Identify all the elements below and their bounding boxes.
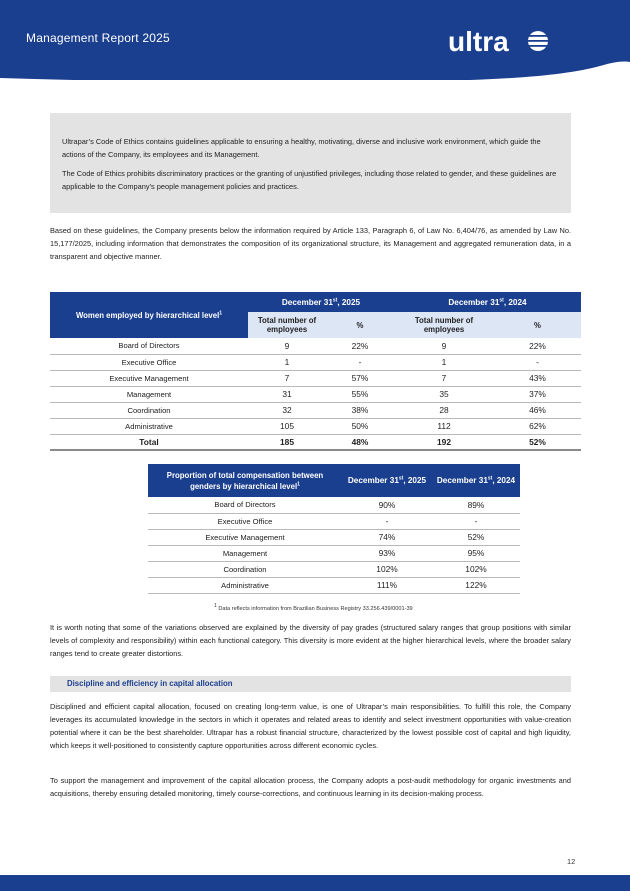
cell: 102% — [432, 561, 520, 577]
post-audit-paragraph: To support the management and improvement of the capital allocation process, the Company adopts a post-audit methodology for organic investments and acquisitions, thereby ensuring detailed monitoring, timely course-corrections, and continuous learning in its decision-making process. — [50, 776, 571, 798]
cell: 52% — [494, 434, 581, 450]
cell: 22% — [326, 338, 394, 354]
row-label: Administrative — [148, 577, 342, 593]
section-heading-bar — [50, 676, 571, 692]
page-header — [0, 0, 630, 80]
row-label: Management — [148, 545, 342, 561]
cell: - — [432, 513, 520, 529]
row-label: Coordination — [50, 402, 248, 418]
table2-date-2025: December 31st, 2025 — [342, 464, 432, 497]
cell: 62% — [494, 418, 581, 434]
table-row — [50, 354, 581, 370]
row-label: Management — [50, 386, 248, 402]
row-label: Executive Management — [148, 529, 342, 545]
table-row — [50, 386, 581, 402]
cell: 48% — [326, 434, 394, 450]
table-row — [148, 513, 520, 529]
ultra-logo — [448, 26, 554, 63]
row-label: Executive Office — [148, 513, 342, 529]
cell: 74% — [342, 529, 432, 545]
cell: 89% — [432, 497, 520, 513]
table1-date-2025: December 31st, 2025 — [248, 292, 394, 312]
row-label: Coordination — [148, 561, 342, 577]
col-percent: % — [326, 312, 394, 338]
page-footer-band — [0, 875, 630, 891]
table1-title: Women employed by hierarchical level$^1$ — [50, 292, 248, 338]
cell: 1 — [394, 354, 494, 370]
cell: - — [342, 513, 432, 529]
cell: 38% — [326, 402, 394, 418]
compensation-proportion-table — [148, 464, 520, 594]
cell: 9 — [394, 338, 494, 354]
table2-date-2024: December 31st, 2024 — [432, 464, 520, 497]
cell: 111% — [342, 577, 432, 593]
report-title: Management Report 2025 — [26, 31, 170, 45]
cell: 93% — [342, 545, 432, 561]
table2-title: Proportion of total compensation between genders by hierarchical level$^1$ — [148, 464, 342, 497]
women-employed-table — [50, 292, 581, 451]
cell: 9 — [248, 338, 326, 354]
table-row — [50, 402, 581, 418]
col-total-employees: Total number of employees — [248, 312, 326, 338]
table-row — [50, 370, 581, 386]
cell: 122% — [432, 577, 520, 593]
table2-body — [148, 497, 520, 593]
table-footnote: $^1$ Data reflects information from Brazilian Business Registry 33.256.439/0001-39 — [214, 603, 413, 612]
cell: 7 — [394, 370, 494, 386]
cell: 7 — [248, 370, 326, 386]
row-label: Executive Office — [50, 354, 248, 370]
table-row — [50, 418, 581, 434]
table-total-row — [50, 434, 581, 450]
cell: 55% — [326, 386, 394, 402]
page-number: 12 — [567, 857, 576, 866]
cell: 46% — [494, 402, 581, 418]
table-row — [148, 545, 520, 561]
table1-date-2024: December 31st, 2024 — [394, 292, 581, 312]
capital-allocation-paragraph: Disciplined and efficient capital allocation, focused on creating long-term value, is one of Ultrapar’s main responsibilities. To fulfill this role, the Company leverages its accumulated knowledge in the sectors in which it operates and related areas to identify and select investment opportunities with value-creation potential where it can be the best shareholder. Ultrapar has a robust financial structure, characterized by the lowest possible cost of capital and high liquidity, which keeps it well-positioned to consistently capture opportunities across different economic cycles. — [50, 702, 571, 750]
table-row — [148, 561, 520, 577]
cell: 105 — [248, 418, 326, 434]
cell: - — [326, 354, 394, 370]
col-total-employees: Total number of employees — [394, 312, 494, 338]
cell: 31 — [248, 386, 326, 402]
cell: 1 — [248, 354, 326, 370]
cell: 22% — [494, 338, 581, 354]
row-label: Executive Management — [50, 370, 248, 386]
cell: 32 — [248, 402, 326, 418]
cell: 37% — [494, 386, 581, 402]
intro-paragraph: Based on these guidelines, the Company presents below the information required by Article 133, Paragraph 6, of Law No. 6,404/76, as amended by Law No. 15,177/2025, including information that demonstrates the composition of its organizational structure, its Management and aggregated remuneration data, in a transparent and objective manner. — [50, 226, 571, 261]
row-label: Total — [50, 434, 248, 450]
cell: 43% — [494, 370, 581, 386]
row-label: Board of Directors — [50, 338, 248, 354]
table-row — [148, 529, 520, 545]
callout-paragraph: Ultrapar’s Code of Ethics contains guidelines applicable to ensuring a healthy, motivating, diverse and inclusive work environment, which guide the actions of the Company, its employees and its Management. — [62, 137, 541, 159]
callout-paragraph: The Code of Ethics prohibits discriminatory practices or the granting of unjustified privileges, including those related to gender, and these guidelines are applicable to the Company’s people management policies and practices. — [62, 169, 557, 191]
cell: 28 — [394, 402, 494, 418]
col-percent: % — [494, 312, 581, 338]
section-title: Discipline and efficiency in capital allocation — [67, 679, 233, 688]
variations-paragraph: It is worth noting that some of the variations observed are explained by the diversity of pay grades (structured salary ranges that group positions with similar levels of complexity and responsibility) within each functional category. This diversity is more evident at the higher hierarchical levels, where the broader salary ranges tend to create greater distortions. — [50, 623, 571, 658]
table-row — [148, 497, 520, 513]
cell: 57% — [326, 370, 394, 386]
cell: 95% — [432, 545, 520, 561]
logo-wordmark: ultra — [448, 26, 509, 57]
cell: 50% — [326, 418, 394, 434]
cell: 185 — [248, 434, 326, 450]
row-label: Board of Directors — [148, 497, 342, 513]
table1-body — [50, 338, 581, 450]
code-of-ethics-callout — [50, 113, 571, 213]
cell: 102% — [342, 561, 432, 577]
cell: - — [494, 354, 581, 370]
table-row — [148, 577, 520, 593]
cell: 52% — [432, 529, 520, 545]
row-label: Administrative — [50, 418, 248, 434]
table-row — [50, 338, 581, 354]
cell: 90% — [342, 497, 432, 513]
cell: 35 — [394, 386, 494, 402]
cell: 112 — [394, 418, 494, 434]
cell: 192 — [394, 434, 494, 450]
